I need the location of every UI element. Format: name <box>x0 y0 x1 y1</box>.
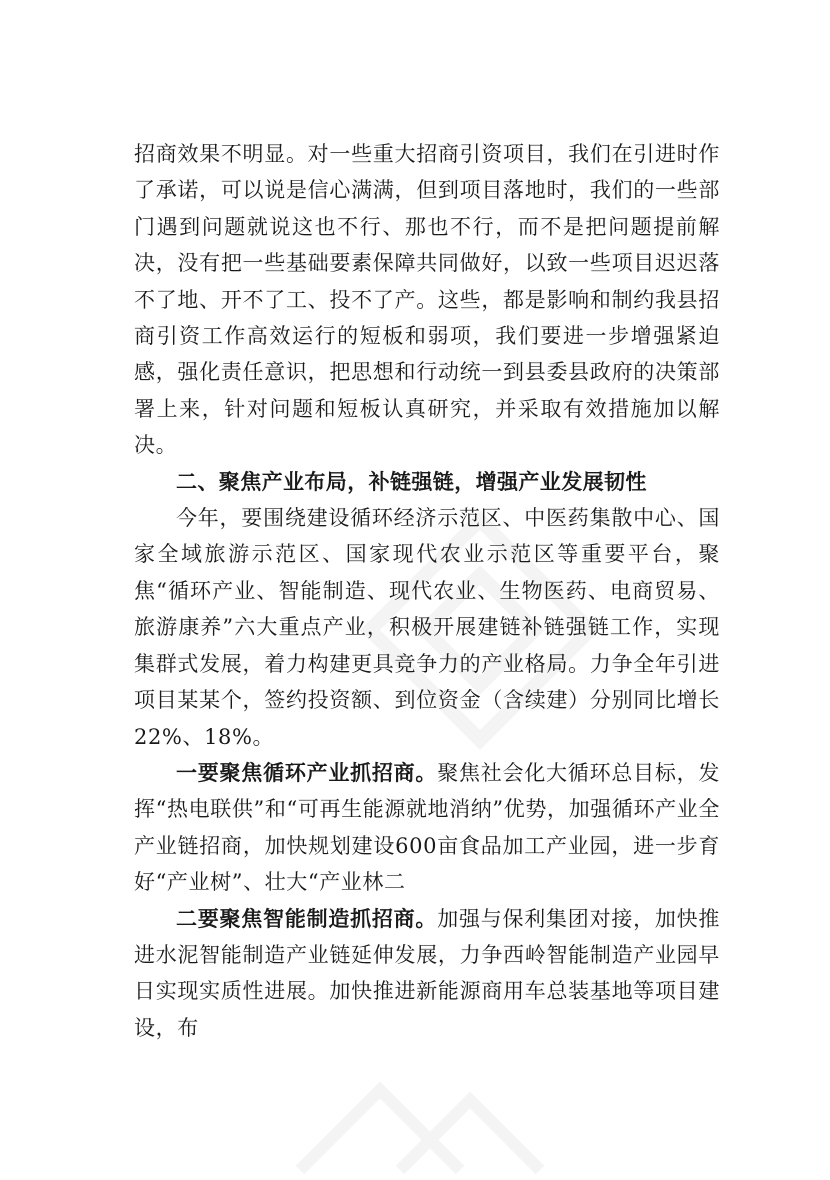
paragraph-item-1 <box>134 755 720 901</box>
document-body <box>134 136 720 1046</box>
watermark-bottom-icon <box>270 1070 570 1180</box>
section-heading: 二、聚焦产业布局，补链强链，增强产业发展韧性 <box>176 469 647 494</box>
item-2-lead: 二要聚焦智能制造抓招商。 <box>176 905 438 931</box>
paragraph-intro: 招商效果不明显。对一些重大招商引资项目，我们在引进时作了承诺，可以说是信心满满，但到项目落地时，我们的一些部门遇到问题就说这也不行、那也不行，而不是把问题提前解决，没有把一些基础要素保障共同做好，以致一些项目迟迟落不了地、开不了工、投不了产。这些，都是影响和制约我县招商引资工作高效运行的短板和弱项，我们要进一步增强紧迫感，强化责任意识，把思想和行动统一到县委县政府的决策部署上来，针对问题和短板认真研究，并采取有效措施加以解决。 <box>134 142 720 458</box>
item-2-body: 加强与保利集团对接，加快推进水泥智能制造产业链延伸发展，力争西岭智能制造产业园早日实现实质性进展。加快推进新能源商用车总装基地等项目建设，布 <box>134 906 720 1040</box>
item-1-body: 聚焦社会化大循环总目标，发挥“热电联供”和“可再生能源就地消纳”优势，加强循环产业全产业链招商，加快规划建设600亩食品加工产业园，进一步育好“产业树”、壮大“产业林二 <box>134 760 720 895</box>
paragraph-overview: 今年，要围绕建设循环经济示范区、中医药集散中心、国家全域旅游示范区、国家现代农业示范区等重要平台，聚焦“循环产业、智能制造、现代农业、生物医药、电商贸易、旅游康养”六大重点产业，积极开展建链补链强链工作，实现集群式发展，着力构建更具竞争力的产业格局。力争全年引进项目某某个，签约投资额、到位资金（含续建）分别同比增长22%、18%。 <box>134 506 720 749</box>
paragraph-item-2 <box>134 901 720 1047</box>
item-1-lead: 一要聚焦循环产业抓招商。 <box>176 759 438 785</box>
